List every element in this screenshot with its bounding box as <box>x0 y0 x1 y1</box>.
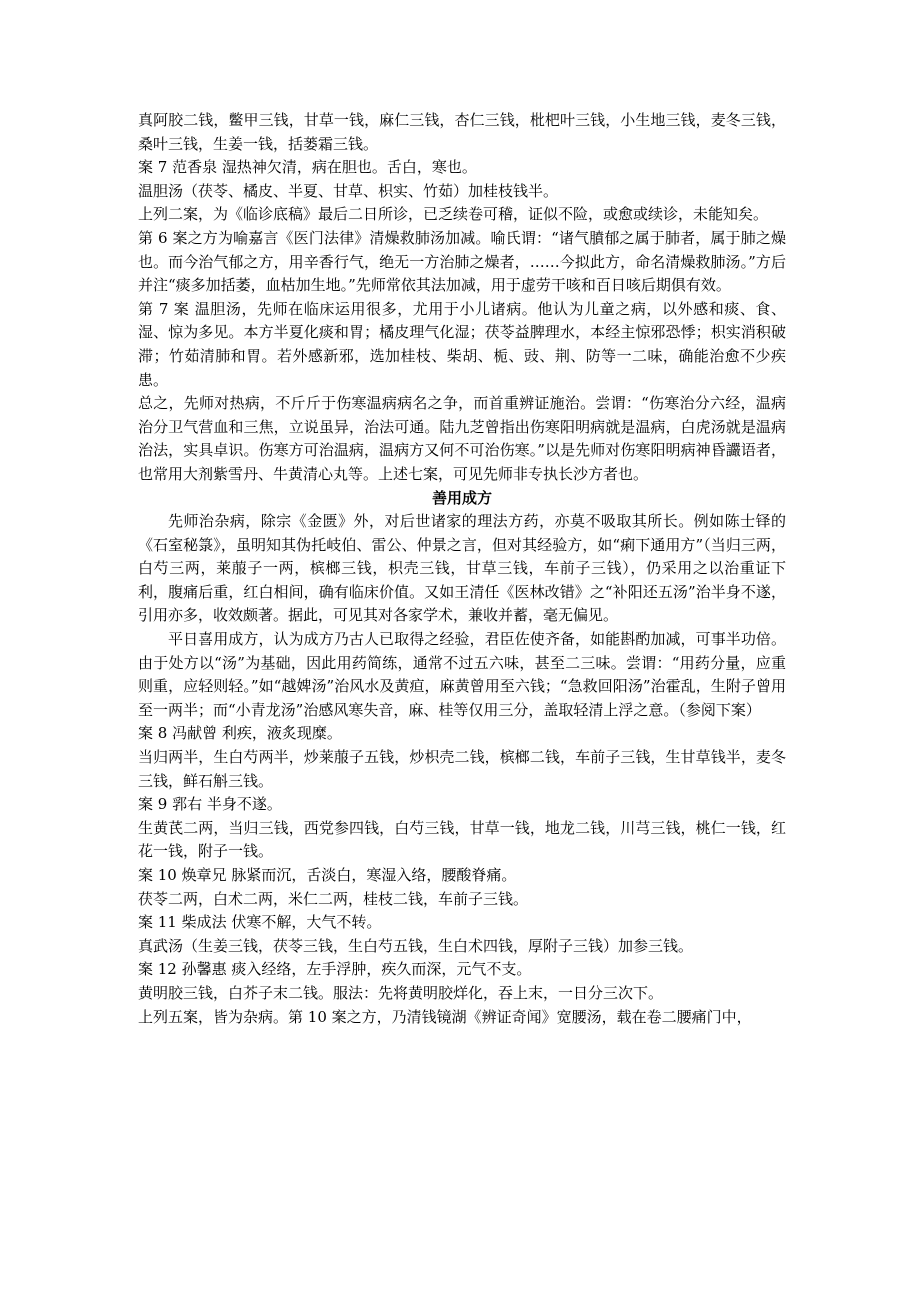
paragraph-3: 温胆汤（茯苓、橘皮、半夏、甘草、枳实、竹茹）加桂枝钱半。 <box>138 181 559 200</box>
paragraph-16: 茯苓二两，白术二两，米仁二两，桂枝二钱，车前子三钱。 <box>138 889 529 908</box>
paragraph-5: 第 6 案之方为喻嘉言《医门法律》清燥救肺汤加减。喻氏谓：“诸气膹郁之属于肺者，属于肺之燥也。而今治气郁之方，用辛香行气，绝无一方治肺之燥者，……今拟此方，命名清燥救肺汤。”方后并注“痰多加括萎，血枯加生地。”先师常依其法加减，用于虚劳干咳和百日咳后期俱有效。 <box>138 228 786 295</box>
paragraph-10: 平日喜用成方，认为成方乃古人已取得之经验，君臣佐使齐备，如能斟酌加减，可事半功倍。由于处方以“汤”为基础，因此用药简练，通常不过五六味，甚至二三味。尝谓：“用药分量，应重则重，应轻则轻。”如“越婢汤”治风水及黄疸，麻黄曾用至六钱；“急救回阳汤”治霍乱，生附子曾用至一两半；而“小青龙汤”治感风寒失音，麻、桂等仅用三分，盖取轻清上浮之意。（参阅下案） <box>138 630 786 719</box>
paragraph-14: 生黄芪二两，当归三钱，西党参四钱，白芍三钱，甘草一钱，地龙二钱，川芎三钱，桃仁一钱，红花一钱，附子一钱。 <box>138 818 786 861</box>
paragraph-20: 黄明胶三钱，白芥子末二钱。服法：先将黄明胶烊化，吞上末，一日分三次下。 <box>138 983 664 1002</box>
paragraph-17: 案 11 柴成法 伏寒不解，大气不转。 <box>138 913 382 932</box>
paragraph-18: 真武汤（生姜三钱，茯苓三钱，生白芍五钱，生白术四钱，厚附子三钱）加参三钱。 <box>138 936 694 955</box>
document-page <box>138 109 786 1029</box>
paragraph-21: 上列五案，皆为杂病。第 10 案之方，乃清钱镜湖《辨证奇闻》宽腰汤，载在卷二腰痛门中， <box>138 1007 752 1026</box>
paragraph-11: 案 8 冯献曾 利疾，液炙现糜。 <box>138 724 342 743</box>
paragraph-15: 案 10 焕章兄 脉紧而沉，舌淡白，寒湿入络，腰酸脊痛。 <box>138 866 517 884</box>
paragraph-9: 先师治杂病，除宗《金匮》外，对后世诸家的理法方药，亦莫不吸取其所长。例如陈士铎的《石室秘箓》，虽明知其伪托岐伯、雷公、仲景之言，但对其经验方，如“痢下通用方”（当归三两，白芍三两，莱菔子一两，槟榔三钱，枳壳三钱，甘草三钱，车前子三钱），仍采用之以治重证下利，腹痛后重，红白相间，确有临床价值。又如王清任《医林改错》之“补阳还五汤”治半身不遂，引用亦多，收效颇著。据此，可见其对各家学术，兼收并蓄，毫无偏见。 <box>138 512 786 625</box>
paragraph-7: 总之，先师对热病，不斤斤于伤寒温病病名之争，而首重辨证施治。尝谓：“伤寒治分六经，温病治分卫气营血和三焦，立说虽异，治法可通。陆九芝曾指出伤寒阳明病就是温病，白虎汤就是温病治法，实具卓识。伤寒方可治温病，温病方又何不可治伤寒。”以是先师对伤寒阳明病神昏讝语者，也常用大剂紫雪丹、牛黄清心丸等。上述七案，可见先师非专执长沙方者也。 <box>138 394 786 483</box>
paragraph-2: 案 7 范香泉 湿热神欠清，病在胆也。舌白，寒也。 <box>138 158 477 177</box>
paragraph-1: 真阿胶二钱，鳖甲三钱，甘草一钱，麻仁三钱，杏仁三钱，枇杷叶三钱，小生地三钱，麦冬三钱，桑叶三钱，生姜一钱，括蒌霜三钱。 <box>138 111 786 153</box>
paragraph-6: 第 7 案 温胆汤，先师在临床运用很多，尤用于小儿诸病。他认为儿童之病，以外感和痰、食、湿、惊为多见。本方半夏化痰和胃；橘皮理气化湿；茯苓益脾理水，本经主惊邪恐悸；枳实消积破滞；竹茹清肺和胃。若外感新邪，选加桂枝、柴胡、栀、豉、荆、防等一二味，确能治愈不少疾患。 <box>138 299 786 389</box>
paragraph-19: 案 12 孙馨惠 痰入经络，左手浮肿，疾久而深，元气不支。 <box>138 960 532 979</box>
paragraph-4: 上列二案，为《临诊底稿》最后二日所诊，已乏续卷可稽，证似不险，或愈或续诊，未能知矣。 <box>138 205 769 224</box>
section-heading: 善用成方 <box>431 488 492 507</box>
paragraph-13: 案 9 郛右 半身不遂。 <box>138 795 282 814</box>
paragraph-12: 当归两半，生白芍两半，炒莱菔子五钱，炒枳壳二钱，槟榔二钱，车前子三钱，生甘草钱半，麦冬三钱，鲜石斛三钱。 <box>138 748 786 790</box>
